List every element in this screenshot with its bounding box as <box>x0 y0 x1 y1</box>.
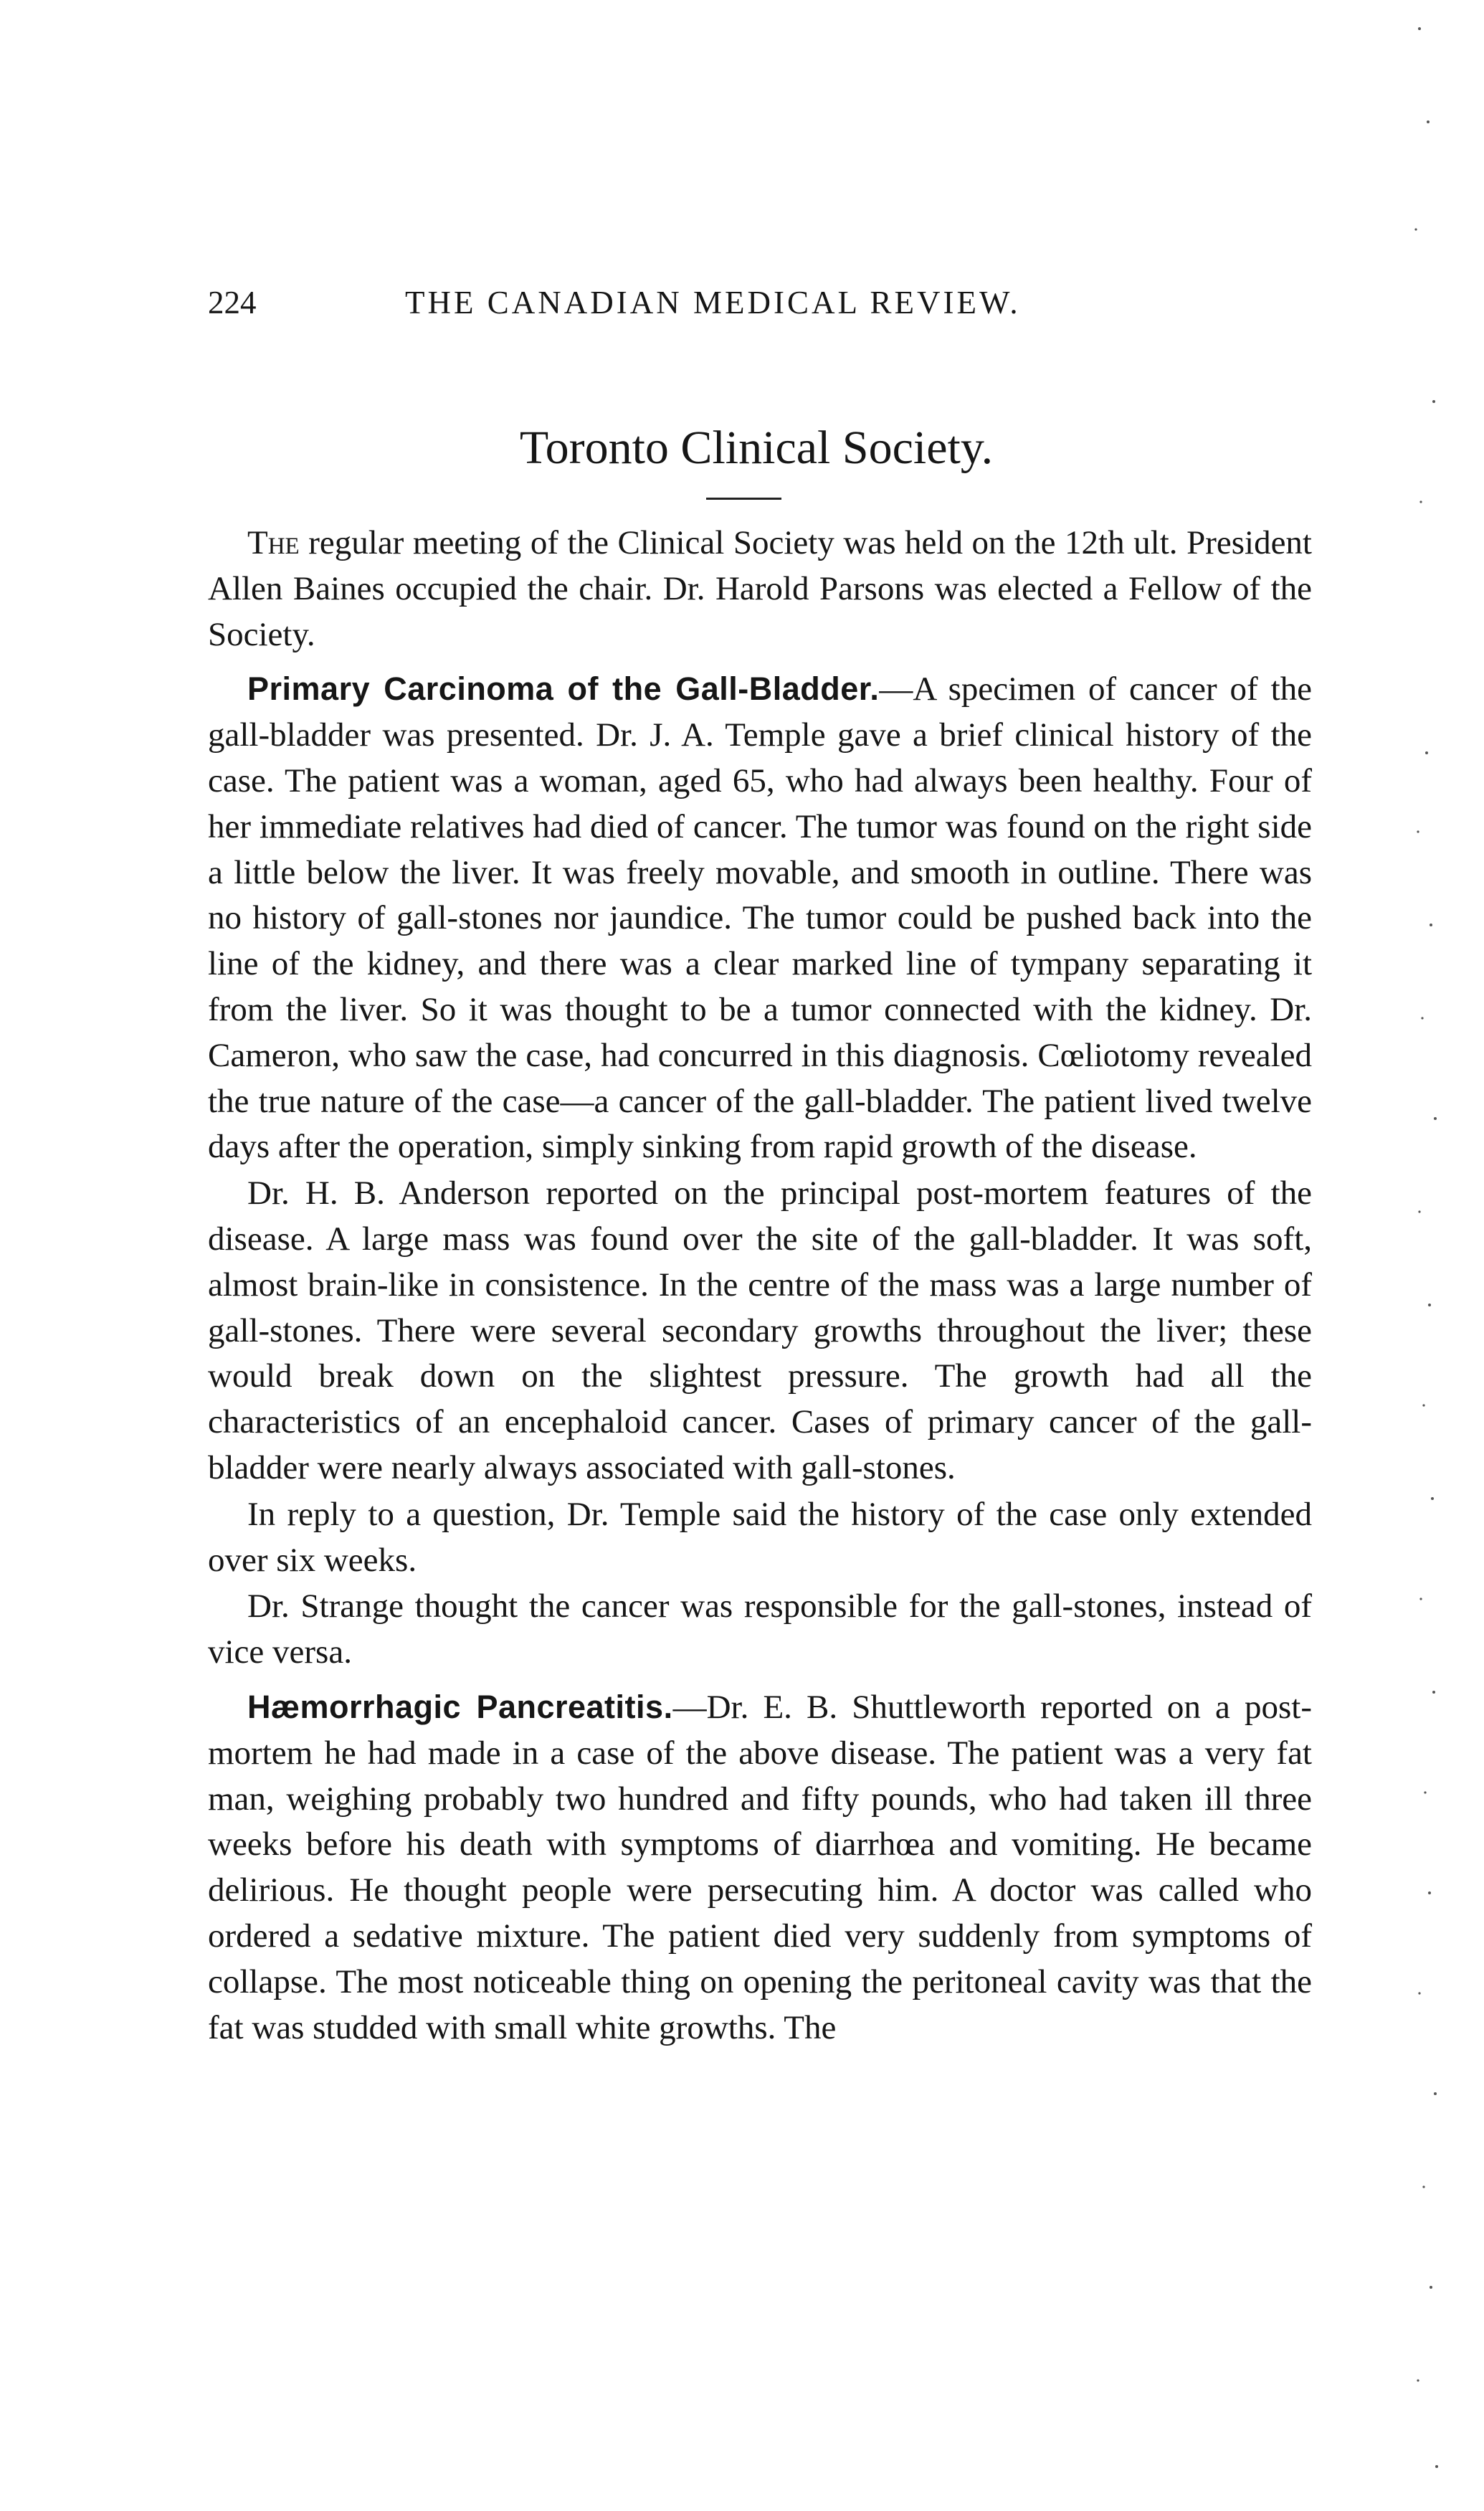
paragraph-text: —A specimen of cancer of the gall-bladder was presented. Dr. J. A. Temple gave a brief clinical history of the case. The patient was a woman, aged 65, who had always been healthy. Four of her immediate relatives had died of cancer. The tumor was found on the right side a little below the liver. It was freely movable, and smooth in outline. There was no history of gall-stones nor jaundice. The tumor could be pushed back into the line of the kidney, and there was a clear marked line of tympany separating it from the liver. So it was thought to be a tumor connected with the kidney. Dr. Cameron, who saw the case, had concurred in this diagnosis. Cœliotomy revealed the true nature of the case—a cancer of the gall-bladder. The patient lived twelve days after the operation, simply sinking from rapid growth of the disease. <box>208 670 1312 1166</box>
paragraph-text: regular meeting of the Clinical Society was held on the 12th ult. President Allen Baines occupied the chair. Dr. Harold Parsons was elected a Fellow of the Society. <box>208 524 1312 653</box>
paragraph-opening <box>208 521 1312 658</box>
article-body <box>208 521 1312 2051</box>
margin-specks <box>1376 0 1484 2511</box>
title-rule <box>706 498 781 500</box>
paragraph-lead-word: The <box>247 524 300 561</box>
paragraph-text: In reply to a question, Dr. Temple said the history of the case only extended over six weeks. <box>208 1495 1312 1579</box>
paragraph-text: —Dr. E. B. Shuttleworth reported on a post-mortem he had made in a case of the above disease. The patient was a very fat man, weighing probably two hundred and fifty pounds, who had taken ill three weeks before his death with symptoms of diarrhœa and vomiting. He became delirious. He thought people were persecuting him. A doctor was called who ordered a sedative mixture. The patient died very suddenly from symptoms of collapse. The most noticeable thing on opening the peritoneal cavity was that the fat was studded with small white growths. The <box>208 1688 1313 2046</box>
paragraph-strange <box>208 1584 1312 1676</box>
paragraph-pancreatitis <box>208 1684 1312 2051</box>
paragraph-anderson <box>208 1171 1312 1491</box>
section-heading-gall-bladder: Primary Carcinoma of the Gall-Bladder. <box>247 670 880 708</box>
paragraph-text: Dr. H. B. Anderson reported on the principal post-mortem features of the disease. A large mass was found over the site of the gall-bladder. It was soft, almost brain-like in consistence. In the centre of the mass was a large number of gall-stones. There were several secondary growths throughout the liver; these would break down on the slightest pressure. The growth had all the characteristics of an encephaloid cancer. Cases of primary cancer of the gall-bladder were nearly always associated with gall-stones. <box>208 1174 1312 1486</box>
paragraph-gall-bladder <box>208 666 1312 1170</box>
article-title: Toronto Clinical Society. <box>519 422 994 474</box>
paragraph-text: Dr. Strange thought the cancer was responsible for the gall-stones, instead of vice versa. <box>208 1587 1312 1671</box>
paragraph-temple-reply <box>208 1492 1312 1584</box>
section-heading-pancreatitis: Hæmorrhagic Pancreatitis. <box>247 1688 673 1725</box>
running-head <box>208 281 1305 324</box>
page-number: 224 <box>208 285 257 321</box>
journal-title: THE CANADIAN MEDICAL REVIEW. <box>405 285 1021 321</box>
